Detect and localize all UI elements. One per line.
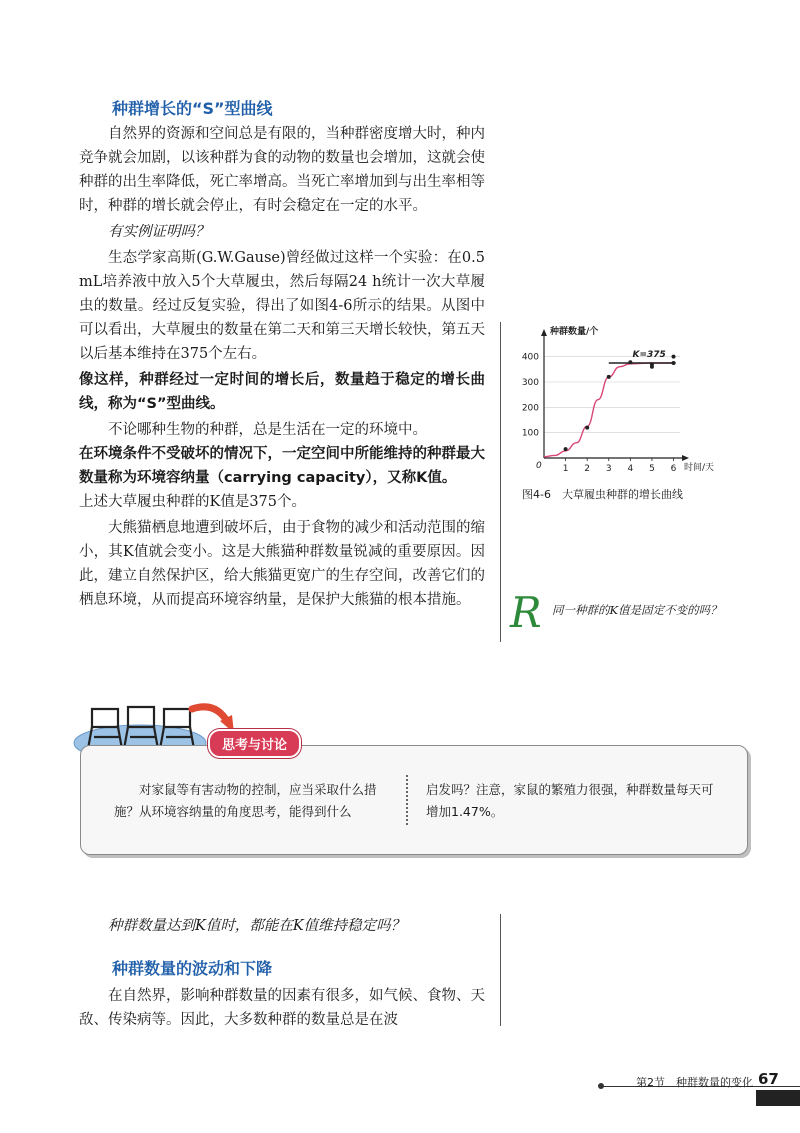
origin-label: 0: [536, 461, 542, 471]
discussion-column-divider: [406, 775, 410, 825]
y-axis-arrow: [541, 329, 547, 336]
footer-dot: [598, 1083, 604, 1089]
x-tick-label-2: 2: [584, 464, 591, 474]
note-letter-icon: R: [510, 588, 542, 637]
x-axis-label: 时间/天: [684, 463, 715, 473]
paragraph-carrying-capacity: 在环境条件不受破坏的情况下，一定空间中所能维持的种群最大数量称为环境容纳量（carrying capacity），又称K值。: [79, 446, 485, 486]
chart-labels: [522, 325, 714, 474]
paragraph-k-value: 上述大草履虫种群的K值是375个。: [79, 494, 307, 510]
paragraph-fluctuation: 在自然界，影响种群数量的因素有很多，如气候、食物、天敌、传染病等。因此，大多数种群的数量总是在波: [79, 988, 485, 1028]
footer-tab: [756, 1090, 800, 1106]
data-point-0: [564, 447, 568, 451]
discussion-left-text: 对家鼠等有害动物的控制，应当采取什么措施？从环境容纳量的角度思考，能得到什么: [114, 782, 377, 819]
paragraph-panda: 大熊猫栖息地遭到破坏后，由于食物的减少和活动范围的缩小，其K值就会变小。这是大熊猫种群数量锐减的重要原因。因此，建立自然保护区，给大熊猫更宽广的生存空间，改善它们的栖息环境，从而提高环境容纳量，是保护大熊猫的根本措施。: [79, 520, 485, 608]
paragraph-gause-experiment: 生态学家高斯(G.W.Gause)曾经做过这样一个实验：在0.5 mL培养液中放入5个大草履虫，然后每隔24 h统计一次大草履虫的数量。经过反复实验，得出了如图4-6所示的结果。从图中可以看出，大草履虫的数量在第二天和第三天增长较快，第五天以后基本维持在375个左右。: [79, 250, 485, 362]
sidebar-note: [506, 588, 726, 640]
data-point-1: [585, 426, 589, 430]
sidebar-divider: [500, 322, 501, 642]
k-value-label: K=375: [632, 350, 666, 360]
page-number: 67: [758, 1070, 779, 1088]
chart-grid: [544, 357, 680, 433]
x-tick-label-6: 6: [670, 464, 677, 474]
data-point-7: [672, 361, 676, 365]
y-tick-label-400: 400: [521, 352, 539, 363]
x-tick-label-5: 5: [649, 464, 655, 474]
paragraph-environment-a: 不论哪种生物的种群，总是生活在一定的环境中。: [108, 422, 427, 438]
footer-section: 第2节 种群数量的变化: [636, 1076, 753, 1089]
y-tick-label-100: 100: [521, 428, 539, 439]
data-point-2: [607, 375, 611, 379]
data-point-5: [650, 362, 654, 366]
x-axis-arrow: [682, 455, 689, 461]
discussion-right-text: 启发吗？注意，家鼠的繁殖力很强，种群数量每天可增加1.47%。: [426, 782, 714, 819]
main-text-column: [79, 122, 485, 614]
question-evidence: 有实例证明吗？: [108, 224, 210, 240]
x-tick-label-3: 3: [605, 464, 612, 474]
sidebar-divider-lower: [500, 914, 501, 1026]
y-tick-label-300: 300: [521, 378, 539, 388]
section-title-s-curve: 种群增长的“S”型曲线: [112, 99, 273, 118]
paragraph-resources: 自然界的资源和空间总是有限的，当种群密度增大时，种内竞争就会加剧，以该种群为食的动物的数量也会增加，这就会使种群的出生率降低，死亡率增高。当死亡率增加到与出生率相等时，种群的增长就会停止，有时会稳定在一定的水平。: [79, 126, 485, 214]
question-k-stable: 种群数量达到K值时，都能在K值维持稳定吗？: [108, 918, 406, 934]
data-point-6: [672, 355, 676, 359]
section-title-fluctuation: 种群数量的波动和下降: [112, 959, 273, 978]
section2-text: [79, 984, 485, 1034]
x-tick-label-1: 1: [562, 464, 569, 474]
discussion-section: [70, 695, 770, 865]
population-growth-chart: [508, 322, 715, 477]
paragraph-s-curve-definition: 像这样，种群经过一定时间的增长后，数量趋于稳定的增长曲线，称为“S”型曲线。: [79, 372, 485, 412]
chart-axes: [541, 329, 689, 461]
x-tick-label-4: 4: [627, 464, 634, 474]
data-point-3: [628, 360, 632, 364]
y-axis-label: 种群数量/个: [550, 327, 599, 337]
figure-caption: 图4-6 大草履虫种群的增长曲线: [522, 488, 683, 501]
discussion-tab: 思考与讨论: [208, 729, 301, 758]
note-text: 同一种群的K值是固定不变的吗？: [552, 603, 722, 617]
y-tick-label-200: 200: [521, 403, 539, 414]
